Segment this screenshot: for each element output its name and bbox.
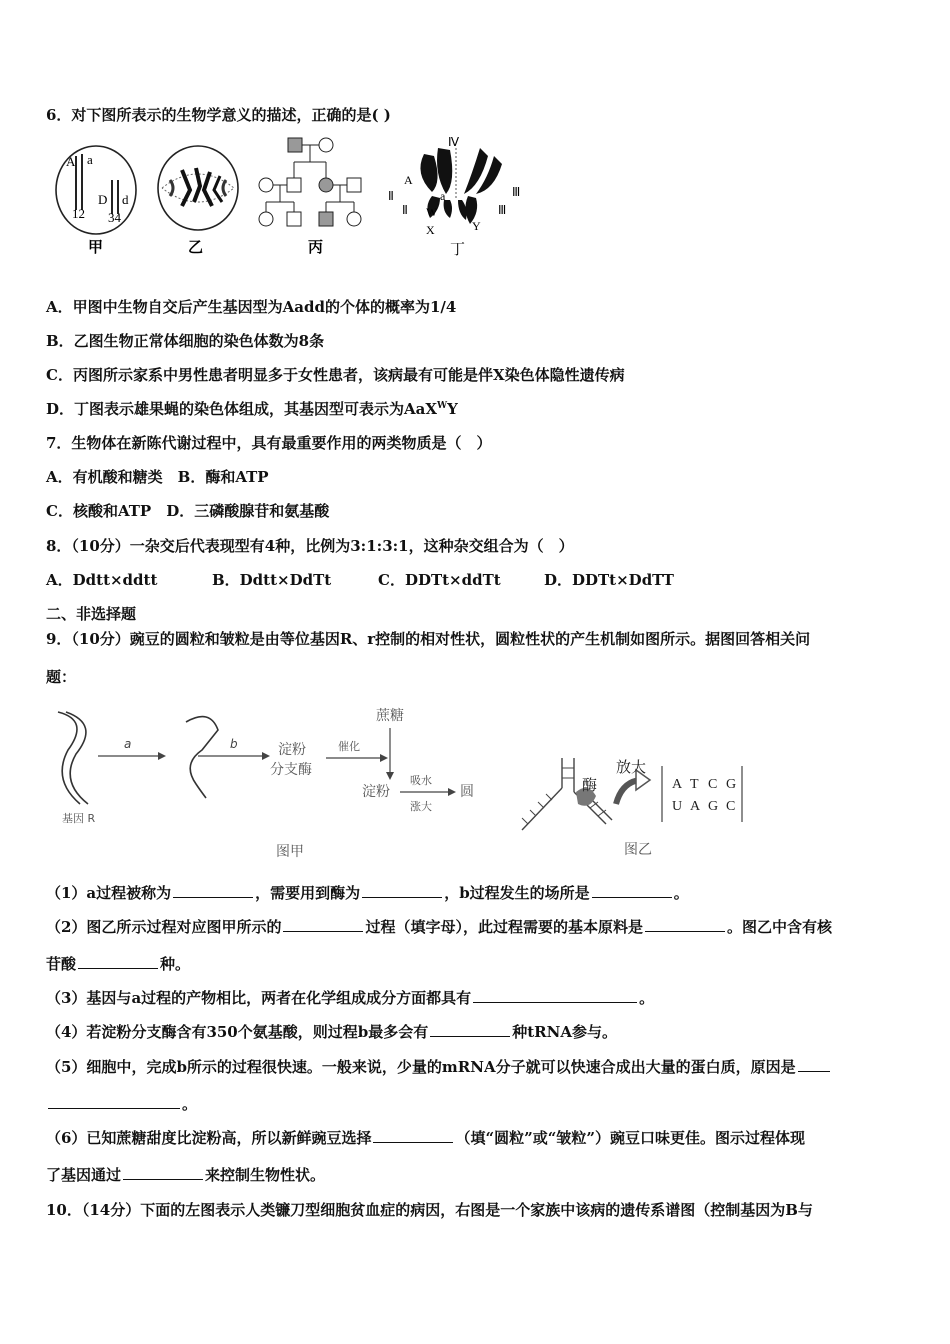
jia-label-A: A [66, 154, 76, 169]
q9-stem: 9．（10分）豌豆的圆粒和皱粒是由等位基因R、r控制的相对性状，圆粒性状的产生机制如图所示。据图回答相关问 [46, 630, 811, 648]
q9-jia-absorb: 吸水 [410, 774, 432, 787]
answer-blank[interactable] [362, 896, 442, 898]
q8-option-a: A．Ddtt×ddtt [46, 571, 158, 589]
q9-sub1-text4: 。 [673, 884, 689, 902]
ding-label-W: W [426, 205, 438, 219]
q6-option-b: B．乙图生物正常体细胞的染色体数为8条 [46, 332, 325, 350]
q6-option-a: A．甲图中生物自交后产生基因型为Aadd的个体的概率为1/4 [46, 298, 457, 316]
q9-sub2 [46, 916, 832, 937]
q8-options [46, 569, 674, 590]
jia-label-34: 34 [108, 210, 121, 225]
q8-option-c: C．DDTt×ddTt [378, 571, 501, 589]
q9-sub1-text3: ，b过程发生的场所是 [444, 884, 590, 902]
q9-sub6-text3: 了基因通过 [46, 1166, 122, 1184]
ding-label-X: X [426, 223, 435, 237]
q9-yi-row1-2: T [690, 777, 699, 792]
q10-stem: 10．（14分）下面的左图表示人类镰刀型细胞贫血症的病因，右图是一个家族中该病的遗传系谱图（控制基因为B与 [46, 1201, 813, 1219]
q9-sub6 [46, 1127, 805, 1148]
q9-jia-swell: 涨大 [410, 800, 432, 813]
q9-sub3-text2: 。 [639, 989, 655, 1007]
q6-option-d-sup: W [437, 401, 448, 411]
ding-label-II-2: Ⅱ [402, 203, 408, 217]
answer-blank[interactable] [78, 967, 158, 969]
q9-sub2-text1: （2）图乙所示过程对应图甲所示的 [46, 918, 282, 936]
ding-label-a: a [440, 189, 446, 203]
ding-label-III-1: Ⅲ [512, 185, 521, 199]
q6-figure-yi [152, 140, 242, 260]
q9-jia-sucrose: 蔗糖 [376, 708, 404, 724]
answer-blank[interactable] [283, 930, 363, 932]
q9-jia-catalyze: 催化 [338, 740, 360, 753]
q9-sub2-text2: 过程（填字母），此过程需要的基本原料是 [365, 918, 643, 936]
q7-stem: 7．生物体在新陈代谢过程中，具有最重要作用的两类物质是（ ） [46, 434, 492, 452]
ding-label-Y: Y [472, 219, 481, 233]
jia-label-12: 12 [72, 206, 85, 221]
q7-options-line2: C．核酸和ATP D．三磷酸腺苷和氨基酸 [46, 502, 330, 520]
answer-blank[interactable] [592, 896, 672, 898]
q9-yi-row2-2: A [690, 799, 701, 814]
answer-blank[interactable] [473, 1001, 637, 1003]
q9-jia-gene-label: 基因 R [62, 812, 96, 825]
q8-stem: 8．（10分）一杂交后代表现型有4种，比例为3:1:3:1，这种杂交组合为（ ） [46, 537, 574, 555]
q9-yi-enzyme: 酶 [582, 776, 598, 794]
q9-yi-caption: 图乙 [624, 842, 652, 858]
ding-label-III-2: Ⅲ [498, 203, 507, 217]
q9-yi-row1-1: A [672, 777, 683, 792]
q9-sub3 [46, 987, 654, 1008]
q9-sub2-text3: 。图乙中含有核 [726, 918, 832, 936]
q9-sub1 [46, 882, 689, 903]
q9-sub3-text1: （3）基因与a过程的产物相比，两者在化学组成成分方面都具有 [46, 989, 472, 1007]
q9-yi-row2-4: C [726, 799, 736, 814]
q9-sub6-text4: 来控制生物性状。 [205, 1166, 326, 1184]
q9-yi-magnify: 放大 [616, 758, 647, 776]
q9-sub2-text5: 种。 [160, 955, 191, 973]
jia-label-D: D [98, 192, 108, 207]
q9-jia-caption: 图甲 [276, 844, 304, 860]
q9-figure-yi [516, 752, 756, 862]
q9-jia-arrow-b: b [230, 737, 238, 751]
q6-option-c: C．丙图所示家系中男性患者明显多于女性患者，该病最有可能是伴X染色体隐性遗传病 [46, 366, 625, 384]
answer-blank[interactable] [430, 1035, 510, 1037]
ding-label-II-1: Ⅱ [388, 189, 394, 203]
q6-figure-ding [384, 134, 534, 260]
section-title: 二、非选择题 [46, 605, 137, 623]
q6-option-d-tail: Y [447, 400, 458, 418]
answer-blank[interactable] [123, 1178, 203, 1180]
q9-sub5-continued [46, 1093, 197, 1114]
q9-yi-row2-1: U [672, 799, 683, 814]
answer-blank[interactable] [373, 1141, 453, 1143]
q9-sub5 [46, 1056, 832, 1077]
q7-options-line1: A．有机酸和糖类 B．酶和ATP [46, 468, 269, 486]
q9-jia-starch: 淀粉 [362, 784, 390, 800]
q8-option-d: D．DDTt×DdTT [544, 571, 674, 589]
q9-sub1-text1: （1）a过程被称为 [46, 884, 172, 902]
q6-figure-bing [254, 132, 374, 260]
q9-sub2-text4: 苷酸 [46, 955, 77, 973]
q6-stem: 6．对下图所表示的生物学意义的描述，正确的是( ) [46, 106, 391, 124]
q9-yi-row1-3: C [708, 777, 718, 792]
q9-jia-arrow-a: a [124, 737, 132, 751]
q9-sub5-text1: （5）细胞中，完成b所示的过程很快速。一般来说，少量的mRNA分子就可以快速合成出大量的蛋白质，原因是 [46, 1058, 796, 1076]
q9-stem-continued: 题： [46, 668, 77, 686]
q6-option-d [46, 398, 458, 419]
jia-label-d: d [122, 192, 129, 207]
ding-label-A: A [404, 173, 413, 187]
q9-sub2-continued [46, 953, 190, 974]
q9-sub6-text2: （填“圆粒”或“皱粒”）豌豆口味更佳。图示过程体现 [455, 1129, 805, 1147]
jia-label-a: a [87, 152, 93, 167]
q9-sub4-text2: 种tRNA参与。 [512, 1023, 617, 1041]
q9-sub6-continued [46, 1164, 325, 1185]
answer-blank[interactable] [798, 1070, 830, 1072]
q9-sub4 [46, 1021, 617, 1042]
answer-blank[interactable] [48, 1107, 180, 1109]
fig-label-jia: 甲 [88, 238, 104, 256]
q9-yi-row1-4: G [726, 777, 737, 792]
q9-sub1-text2: ，需要用到酶为 [255, 884, 361, 902]
q6-option-d-text: D．丁图表示雄果蝇的染色体组成，其基因型可表示为AaX [46, 400, 438, 418]
fig-label-ding: 丁 [450, 240, 466, 258]
q9-sub4-text1: （4）若淀粉分支酶含有350个氨基酸，则过程b最多会有 [46, 1023, 429, 1041]
q9-jia-enzyme-line1: 淀粉 [278, 742, 306, 758]
q9-sub5-text2: 。 [182, 1095, 198, 1113]
q9-yi-row2-3: G [708, 799, 719, 814]
answer-blank[interactable] [173, 896, 253, 898]
fig-label-yi: 乙 [188, 238, 204, 256]
q9-sub6-text1: （6）已知蔗糖甜度比淀粉高，所以新鲜豌豆选择 [46, 1129, 372, 1147]
q9-figure-jia [50, 700, 490, 866]
answer-blank[interactable] [645, 930, 725, 932]
q9-jia-enzyme-line2: 分支酶 [270, 762, 312, 778]
fig-label-bing: 丙 [308, 238, 324, 256]
ding-label-IV: Ⅳ [448, 135, 460, 149]
q8-option-b: B．Ddtt×DdTt [212, 571, 332, 589]
q9-jia-round: 圆 [460, 784, 474, 800]
q6-figure-jia [52, 140, 142, 260]
